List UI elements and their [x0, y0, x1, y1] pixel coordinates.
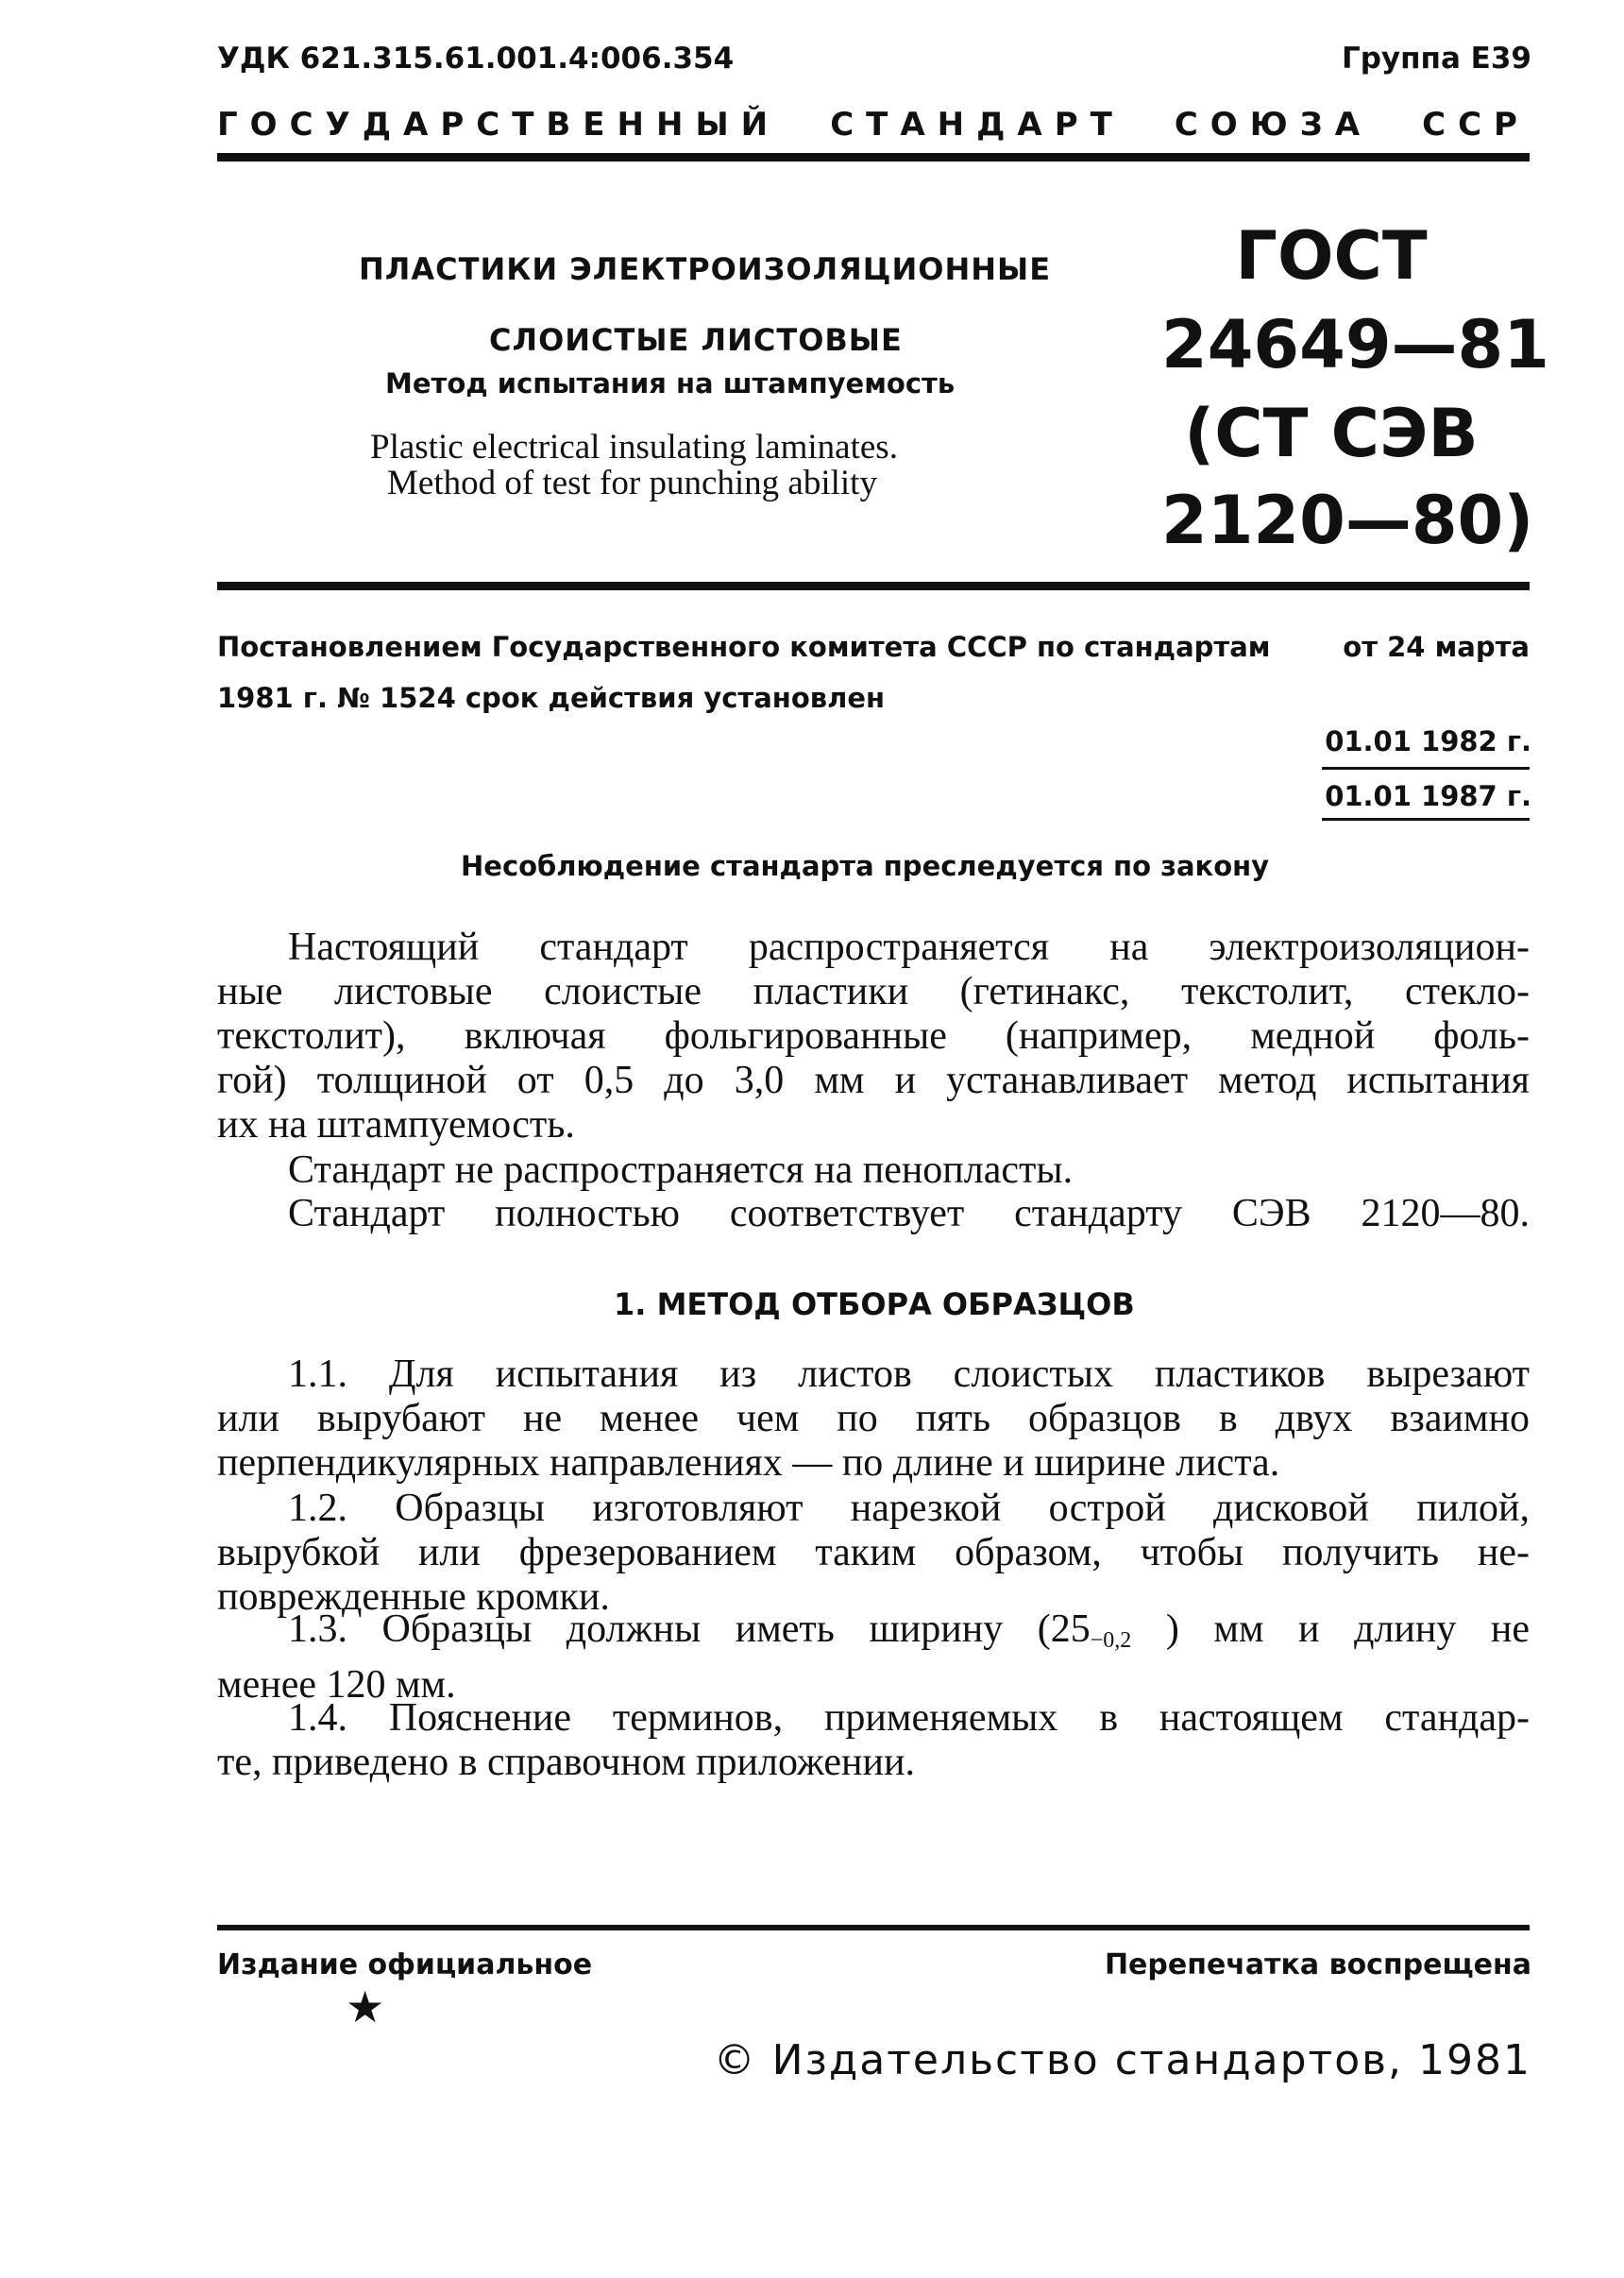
- text-line: текстолит), включая фольгированные (например, медной фоль-: [217, 1014, 1530, 1058]
- text-line: гой) толщиной от 0,5 до 3,0 мм и устанавливает метод испытания: [217, 1059, 1530, 1102]
- banner-word: СТАНДАРТ: [830, 106, 1125, 144]
- text-fragment: ) мм и длину не: [1165, 1607, 1530, 1651]
- decree-text: Постановлением Государственного комитета СССР по стандартам: [217, 631, 1271, 663]
- intro-paragraph: [217, 926, 1530, 1148]
- footer-rule: [217, 1925, 1530, 1930]
- text-line: 1.2. Образцы изготовляют нарезкой острой дисковой пилой,: [288, 1487, 1530, 1530]
- text-line: ные листовые слоистые пластики (гетинакс, текстолит, стекло-: [217, 970, 1530, 1013]
- clause-1-3: [217, 1607, 1530, 1708]
- document-subtitle: Метод испытания на штампуемость: [385, 367, 956, 400]
- text-line: 1.1. Для испытания из листов слоистых пластиков вырезают: [288, 1352, 1530, 1396]
- valid-to-date: 01.01 1987 г.: [1325, 780, 1531, 812]
- law-notice: Несоблюдение стандарта преследуется по закону: [461, 850, 1270, 882]
- tolerance-subscript: −0,2: [1090, 1628, 1132, 1653]
- valid-from-date: 01.01 1982 г.: [1325, 725, 1531, 757]
- clause-1-4: [217, 1696, 1530, 1785]
- state-standard-banner: [217, 106, 1530, 144]
- decree-date: от 24 марта: [1343, 631, 1530, 663]
- text-line: перпендикулярных направлениях — по длине и ширине листа.: [217, 1441, 1280, 1485]
- text-line: вырубкой или фрезерованием таким образом, чтобы получить не-: [217, 1531, 1530, 1574]
- text-line: те, приведено в справочном приложении.: [217, 1741, 915, 1784]
- text-fragment: 1.3. Образцы должны иметь ширину (25: [288, 1607, 1091, 1651]
- document-title-line1: ПЛАСТИКИ ЭЛЕКТРОИЗОЛЯЦИОННЫЕ: [359, 251, 1052, 287]
- decree-line2: 1981 г. № 1524 срок действия установлен: [217, 682, 886, 714]
- official-edition: Издание официальное: [217, 1948, 593, 1981]
- text-line: менее 120 мм.: [217, 1663, 456, 1707]
- text-line: их на штампуемость.: [217, 1103, 575, 1147]
- text-line: или вырубают не менее чем по пять образцов в двух взаимно: [217, 1397, 1530, 1440]
- st-sev-number: 2120—80): [1161, 482, 1534, 559]
- gost-label: ГОСТ: [1235, 217, 1428, 295]
- publisher: Издательство стандартов, 1981: [771, 2036, 1531, 2084]
- st-sev-label: (СТ СЭВ: [1184, 395, 1479, 472]
- copyright-icon: ©: [713, 2036, 757, 2084]
- banner-word: ГОСУДАРСТВЕННЫЙ: [217, 106, 781, 144]
- banner-word: ССР: [1422, 106, 1530, 144]
- date-rule: [1322, 767, 1530, 770]
- text-line: поврежденные кромки.: [217, 1575, 610, 1619]
- decree-line1: [217, 631, 1530, 663]
- date-rule: [1322, 818, 1530, 821]
- clause-1-2: [217, 1487, 1530, 1620]
- section-heading: 1. МЕТОД ОТБОРА ОБРАЗЦОВ: [614, 1286, 1135, 1322]
- gost-number: 24649—81: [1161, 306, 1549, 383]
- english-title-line1: Plastic electrical insulating laminates.: [370, 428, 898, 467]
- copyright-line: [714, 2036, 1531, 2084]
- text-line: Настоящий стандарт распространяется на электроизоляцион-: [288, 926, 1530, 969]
- star-icon: ★: [346, 1981, 385, 2032]
- compliance-paragraph: Стандарт полностью соответствует стандарту СЭВ 2120—80.: [288, 1192, 1530, 1235]
- text-line: 1.4. Пояснение терминов, применяемых в настоящем стандар-: [288, 1696, 1530, 1740]
- document-title-line2: СЛОИСТЫЕ ЛИСТОВЫЕ: [489, 322, 903, 358]
- title-thick-rule: [217, 582, 1530, 590]
- reprint-prohibited: Перепечатка воспрещена: [1104, 1948, 1531, 1981]
- udk-code: УДК 621.315.61.001.4:006.354: [217, 42, 735, 76]
- text-line: [217, 1607, 1530, 1663]
- group-code: Группа Е39: [1341, 42, 1531, 76]
- scope-exclusion-paragraph: Стандарт не распространяется на пенопласты.: [288, 1148, 1074, 1192]
- banner-word: СОЮЗА: [1174, 106, 1373, 144]
- english-title-line2: Method of test for punching ability: [387, 464, 877, 502]
- clause-1-1: [217, 1352, 1530, 1486]
- header-thick-rule: [217, 153, 1530, 162]
